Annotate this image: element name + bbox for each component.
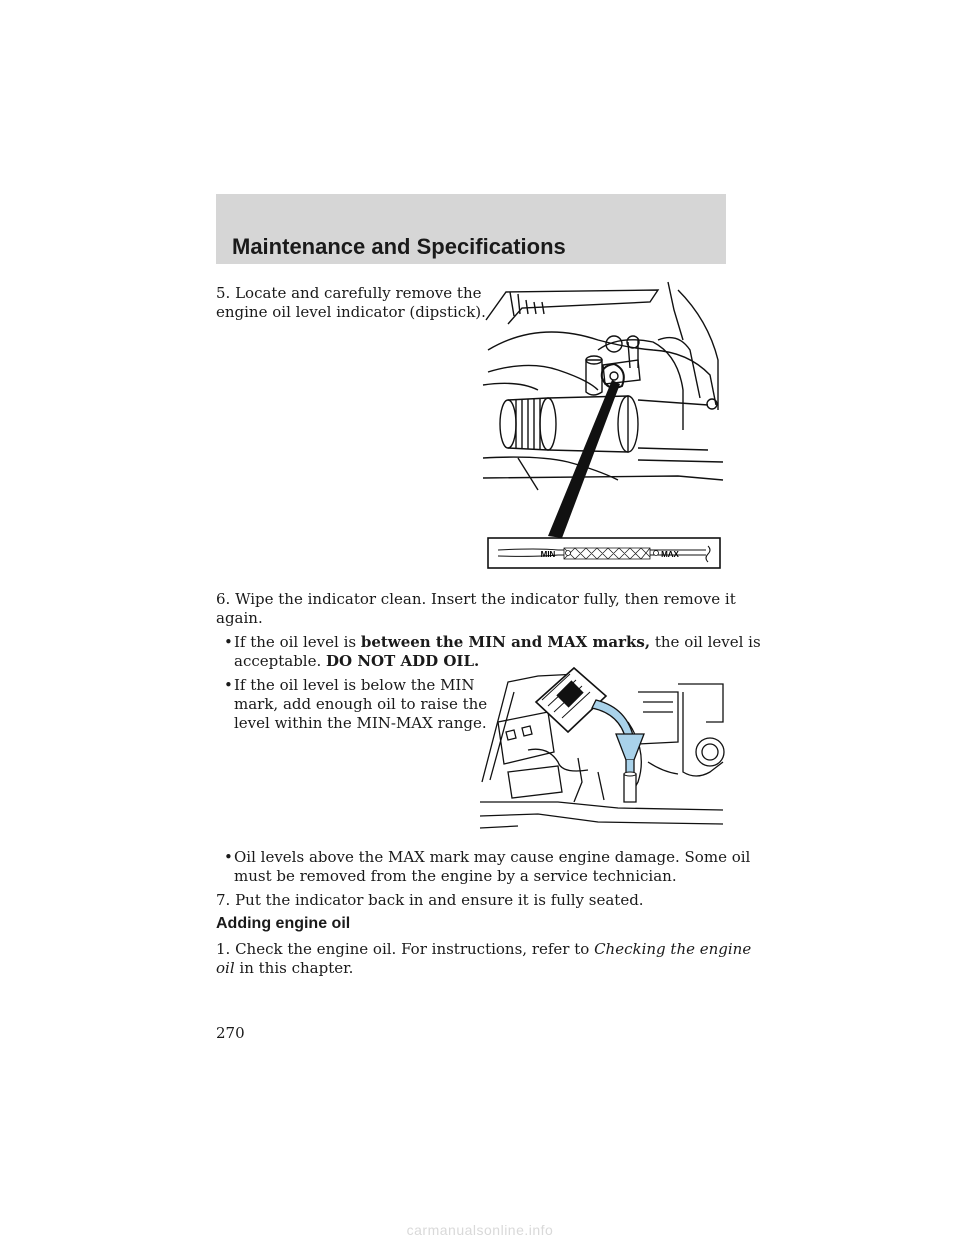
bullet-1-line1 bbox=[234, 633, 761, 652]
section-line2 bbox=[216, 959, 353, 978]
section-header-band bbox=[216, 194, 726, 264]
step5-line1: 5. Locate and carefully remove the bbox=[216, 284, 482, 302]
step7: 7. Put the indicator back in and ensure it is fully seated. bbox=[216, 891, 644, 909]
step5-line2: engine oil level indicator (dipstick). bbox=[216, 303, 486, 321]
bullet-1-bold: between the MIN and MAX marks, bbox=[360, 633, 651, 651]
bullet-1-line2-pre: acceptable. bbox=[234, 652, 322, 670]
bullet-1-line2 bbox=[234, 652, 479, 671]
step6-line2: again. bbox=[216, 609, 263, 627]
section-line1 bbox=[216, 940, 751, 959]
dipstick-min-label: MIN bbox=[540, 550, 556, 559]
section-line1-italic: Checking the engine bbox=[594, 940, 752, 958]
watermark: carmanualsonline.info bbox=[406, 1222, 554, 1238]
section-header-title: Maintenance and Specifications bbox=[232, 234, 566, 259]
dipstick-illustration bbox=[478, 280, 728, 570]
bullet-1-marker: • bbox=[224, 633, 233, 651]
page-number: 270 bbox=[216, 1024, 245, 1042]
oil-pouring-illustration bbox=[478, 662, 728, 834]
bullet-1-pre: If the oil level is bbox=[234, 633, 357, 651]
bullet-3-line1: Oil levels above the MAX mark may cause engine damage. Some oil bbox=[234, 848, 751, 866]
dipstick-max-label: MAX bbox=[661, 550, 679, 559]
step6-line1: 6. Wipe the indicator clean. Insert the indicator fully, then remove it bbox=[216, 590, 736, 608]
bullet-3-line2: must be removed from the engine by a service technician. bbox=[234, 867, 677, 885]
bullet-2-marker: • bbox=[224, 676, 233, 694]
section-line2-post: in this chapter. bbox=[239, 959, 354, 977]
bullet-2-line1: If the oil level is below the MIN bbox=[234, 676, 475, 694]
section-title: Adding engine oil bbox=[216, 915, 351, 932]
bullet-1-line2-bold: DO NOT ADD OIL. bbox=[326, 652, 480, 670]
bullet-3-marker: • bbox=[224, 848, 233, 866]
bullet-1-post: the oil level is bbox=[654, 633, 761, 651]
section-line2-italic: oil bbox=[216, 959, 235, 977]
bullet-2-line2: mark, add enough oil to raise the bbox=[234, 695, 488, 713]
bullet-2-line3: level within the MIN-MAX range. bbox=[234, 714, 487, 732]
section-line1-pre: 1. Check the engine oil. For instructions, refer to bbox=[216, 940, 590, 958]
